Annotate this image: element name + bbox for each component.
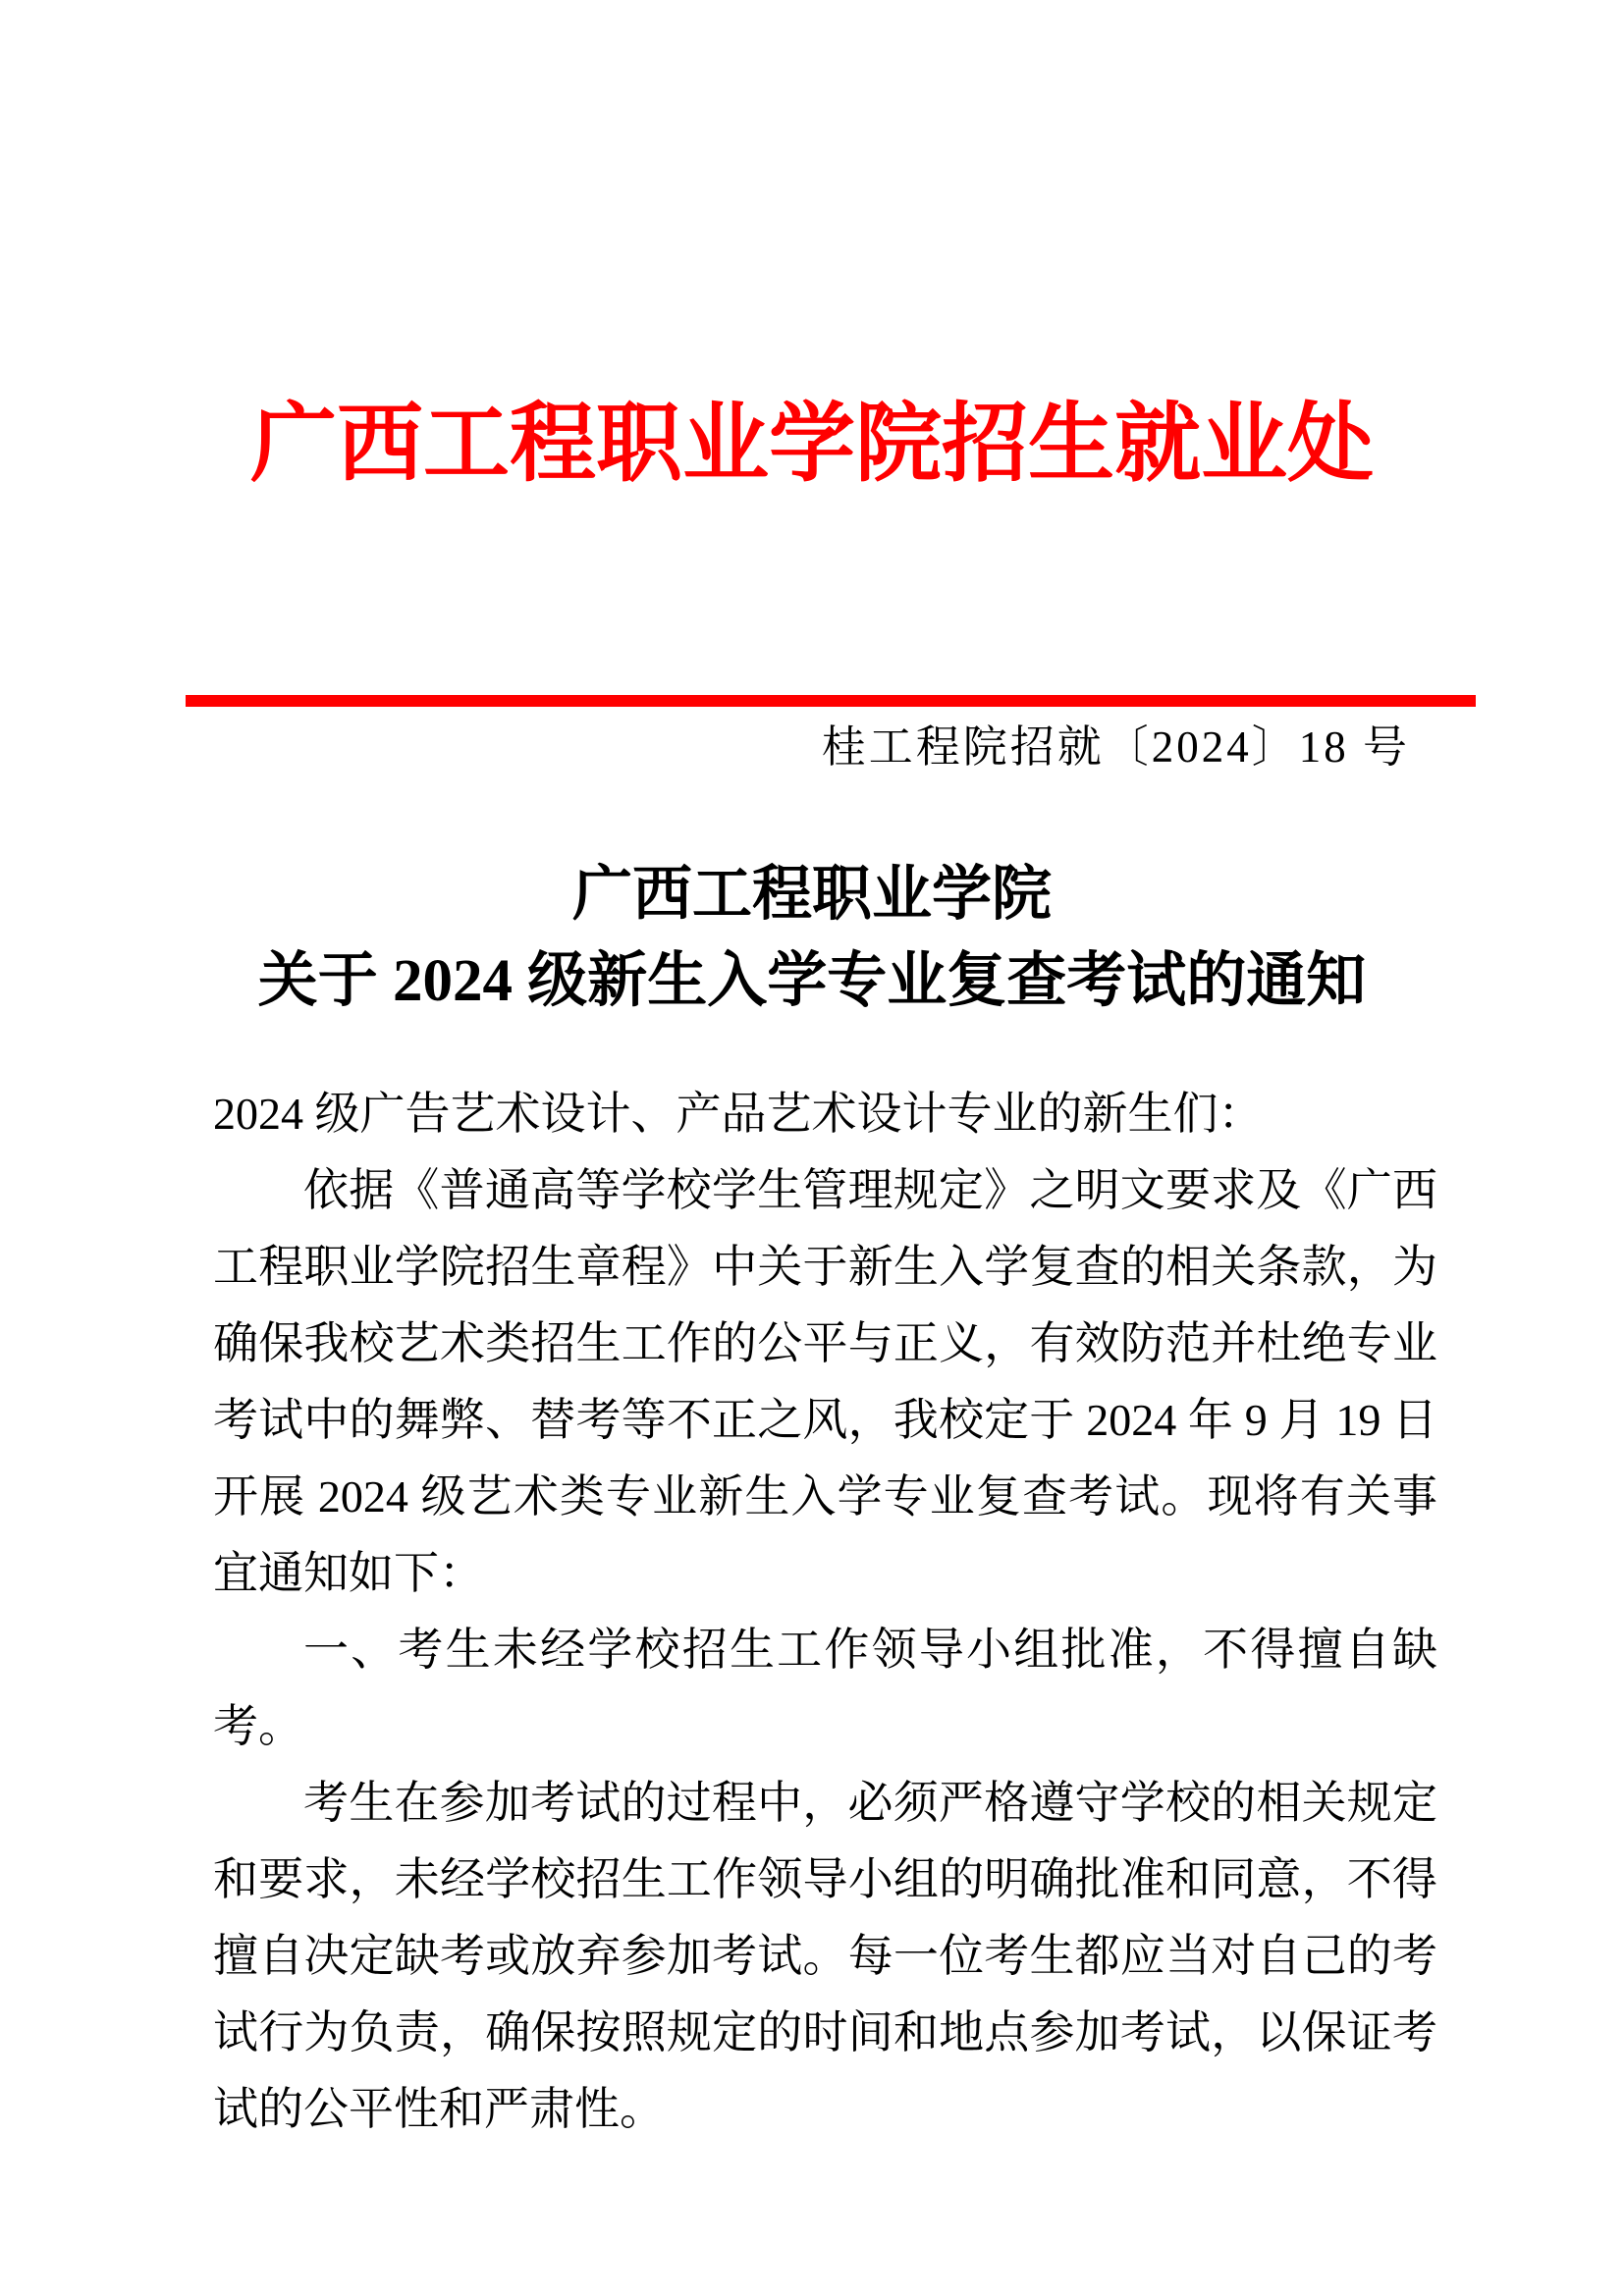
body-paragraph: 依据《普通高等学校学生管理规定》之明文要求及《广西工程职业学院招生章程》中关于新生入学复查的相关条款，为确保我校艺术类招生工作的公平与正义，有效防范并杜绝专业考试中的舞弊、替考等不正之风，我校定于 2024 年 9 月 19 日开展 2024 级艺术类专业新生入学专业复查考试。现将有关事宜通知如下： — [213, 1165, 1437, 1598]
notice-title-line1: 广西工程职业学院 — [571, 862, 1052, 928]
body-paragraph: 考生在参加考试的过程中，必须严格遵守学校的相关规定和要求，未经学校招生工作领导小组的明确批准和同意，不得擅自决定缺考或放弃参加考试。每一位考生都应当对自己的考试行为负责，确保按照规定的时间和地点参加考试，以保证考试的公平性和严肃性。 — [213, 1778, 1437, 2134]
notice-body — [213, 1076, 1437, 2148]
salutation-line: 2024 级广告艺术设计、产品艺术设计专业的新生们： — [213, 1089, 1264, 1139]
document-number: 桂工程院招就〔2024〕18 号 — [821, 722, 1410, 772]
notice-title — [0, 852, 1624, 1025]
body-paragraph: 一、考生未经学校招生工作领导小组批准，不得擅自缺考。 — [213, 1625, 1437, 1751]
letterhead-title: 广西工程职业学院招生就业处 — [249, 398, 1374, 493]
red-separator-rule — [186, 695, 1476, 707]
notice-title-line2: 关于 2024 级新生入学专业复查考试的通知 — [257, 948, 1367, 1014]
